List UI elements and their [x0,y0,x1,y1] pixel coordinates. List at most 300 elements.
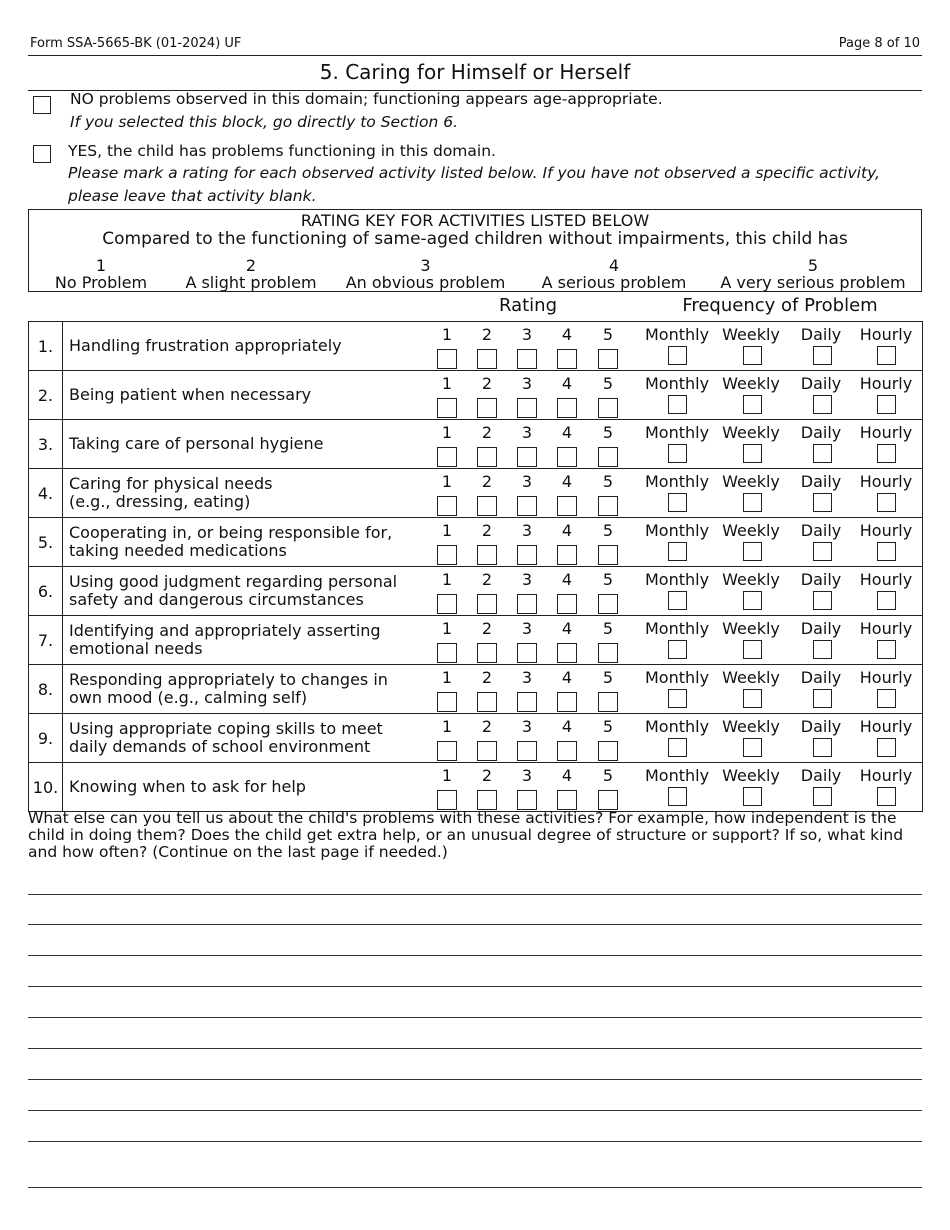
rating-number: 5 [602,423,614,442]
rating-3-checkbox[interactable] [517,643,537,663]
hourly-checkbox[interactable] [877,591,896,610]
frequency-option-daily [795,518,847,566]
rating-level-label: An obvious problem [345,273,506,292]
weekly-checkbox[interactable] [743,591,762,610]
rating-1-checkbox[interactable] [437,643,457,663]
hourly-checkbox[interactable] [877,787,896,806]
rating-level-3 [338,257,513,291]
rating-1-checkbox[interactable] [437,447,457,467]
rating-number: 1 [441,717,453,736]
frequency-option-weekly [716,371,786,419]
activity-line2: own mood (e.g., calming self) [69,688,308,707]
daily-checkbox[interactable] [813,395,832,414]
rating-4-checkbox[interactable] [557,692,577,712]
rating-number: 3 [521,521,533,540]
rating-3-checkbox[interactable] [517,447,537,467]
yes-instruction-line2: please leave that activity blank. [68,187,317,205]
frequency-option-hourly [855,371,917,419]
activity-number: 1. [29,322,63,371]
yes-problems-text: YES, the child has problems functioning in this domain. [68,142,496,160]
frequency-label: Monthly [644,472,710,491]
activity-number: 8. [29,665,63,714]
rating-1-checkbox[interactable] [437,741,457,761]
activity-line2: daily demands of school environment [69,737,371,756]
hourly-checkbox[interactable] [877,444,896,463]
daily-checkbox[interactable] [813,542,832,561]
rating-option-3 [508,665,546,713]
frequency-option-hourly [855,567,917,615]
rating-option-3 [508,371,546,419]
frequency-label: Hourly [859,619,913,638]
rating-4-checkbox[interactable] [557,398,577,418]
rating-level-5 [713,257,913,291]
frequency-option-monthly [640,420,714,468]
monthly-checkbox[interactable] [668,346,687,365]
rating-option-4 [548,518,586,566]
rating-5-checkbox[interactable] [598,790,618,810]
comment-line[interactable] [28,1048,922,1049]
rating-option-3 [508,714,546,762]
daily-checkbox[interactable] [813,640,832,659]
rating-3-checkbox[interactable] [517,496,537,516]
frequency-option-daily [795,714,847,762]
monthly-checkbox[interactable] [668,640,687,659]
frequency-option-weekly [716,322,786,370]
rating-option-2 [468,518,506,566]
rating-number: 4 [561,423,573,442]
rating-number: 3 [521,325,533,344]
hourly-checkbox[interactable] [877,493,896,512]
weekly-checkbox[interactable] [743,444,762,463]
rating-level-2 [175,257,327,291]
activity-line2: taking needed medications [69,541,287,560]
rating-3-checkbox[interactable] [517,692,537,712]
daily-checkbox[interactable] [813,493,832,512]
frequency-label: Monthly [644,325,710,344]
frequency-label: Monthly [644,766,710,785]
comment-line[interactable] [28,1017,922,1018]
rating-option-1 [428,518,466,566]
frequency-label: Weekly [722,668,780,687]
rating-2-checkbox[interactable] [477,594,497,614]
rating-option-1 [428,714,466,762]
rating-option-1 [428,567,466,615]
monthly-checkbox[interactable] [668,542,687,561]
rating-option-4 [548,469,586,517]
rating-option-5 [589,567,627,615]
rating-option-5 [589,714,627,762]
daily-checkbox[interactable] [813,738,832,757]
frequency-label: Hourly [859,766,913,785]
activity-line1: Cooperating in, or being responsible for, [69,523,393,542]
rating-option-1 [428,469,466,517]
comment-line[interactable] [28,1187,922,1188]
frequency-label: Daily [800,423,842,442]
rating-4-checkbox[interactable] [557,643,577,663]
daily-checkbox[interactable] [813,689,832,708]
rating-number: 2 [481,423,493,442]
rating-3-checkbox[interactable] [517,594,537,614]
frequency-option-weekly [716,567,786,615]
hourly-checkbox[interactable] [877,689,896,708]
rating-option-1 [428,322,466,370]
weekly-checkbox[interactable] [743,493,762,512]
comment-line[interactable] [28,894,922,895]
rating-number: 3 [521,717,533,736]
rating-number: 2 [481,325,493,344]
rating-number: 4 [561,619,573,638]
frequency-option-monthly [640,469,714,517]
rating-number: 2 [481,668,493,687]
rating-number: 3 [521,766,533,785]
frequency-option-daily [795,469,847,517]
rating-option-3 [508,616,546,664]
rating-5-checkbox[interactable] [598,398,618,418]
monthly-checkbox[interactable] [668,493,687,512]
rating-option-5 [589,518,627,566]
rating-number: 3 [521,570,533,589]
activity-line1: Using good judgment regarding personal [69,572,398,591]
section-title: 5. Caring for Himself or Herself [319,60,631,84]
comment-line[interactable] [28,1079,922,1080]
frequency-column-header: Frequency of Problem [682,295,878,316]
rating-number: 1 [441,521,453,540]
comment-line[interactable] [28,986,922,987]
rating-option-3 [508,763,546,811]
rating-5-checkbox[interactable] [598,496,618,516]
rating-level-1 [41,257,161,291]
hourly-checkbox[interactable] [877,640,896,659]
rating-2-checkbox[interactable] [477,741,497,761]
form-id: Form SSA-5665-BK (01-2024) UF [30,36,242,51]
rating-number: 5 [602,619,614,638]
no-problems-text: NO problems observed in this domain; functioning appears age-appropriate. [70,90,663,108]
frequency-label: Weekly [722,570,780,589]
frequency-label: Monthly [644,374,710,393]
frequency-label: Weekly [722,717,780,736]
rating-option-3 [508,469,546,517]
rating-4-checkbox[interactable] [557,594,577,614]
rating-level-num: 2 [245,256,257,275]
weekly-checkbox[interactable] [743,640,762,659]
rating-option-4 [548,763,586,811]
monthly-checkbox[interactable] [668,444,687,463]
frequency-label: Hourly [859,717,913,736]
frequency-label: Weekly [722,472,780,491]
rating-option-2 [468,763,506,811]
frequency-option-weekly [716,518,786,566]
rating-number: 4 [561,521,573,540]
frequency-option-hourly [855,518,917,566]
frequency-label: Monthly [644,668,710,687]
rating-option-3 [508,567,546,615]
frequency-option-daily [795,420,847,468]
hourly-checkbox[interactable] [877,346,896,365]
rating-number: 1 [441,472,453,491]
frequency-label: Daily [800,668,842,687]
weekly-checkbox[interactable] [743,395,762,414]
rating-option-4 [548,616,586,664]
weekly-checkbox[interactable] [743,787,762,806]
frequency-option-monthly [640,322,714,370]
activity-number: 2. [29,371,63,420]
rating-number: 3 [521,668,533,687]
rating-option-5 [589,616,627,664]
frequency-label: Hourly [859,668,913,687]
rating-number: 4 [561,472,573,491]
daily-checkbox[interactable] [813,591,832,610]
rating-5-checkbox[interactable] [598,692,618,712]
rating-key-subtitle: Compared to the functioning of same-aged children without impairments, this child has [102,229,848,249]
activity-line1: Caring for physical needs [69,474,273,493]
rating-number: 5 [602,521,614,540]
rating-1-checkbox[interactable] [437,545,457,565]
rating-number: 2 [481,472,493,491]
rating-option-3 [508,518,546,566]
activity-line2: emotional needs [69,639,203,658]
frequency-option-hourly [855,322,917,370]
rating-number: 3 [521,619,533,638]
frequency-option-monthly [640,616,714,664]
frequency-label: Daily [800,374,842,393]
hourly-checkbox[interactable] [877,542,896,561]
frequency-option-hourly [855,420,917,468]
activity-number: 7. [29,616,63,665]
rating-option-2 [468,567,506,615]
frequency-label: Daily [800,472,842,491]
rating-number: 2 [481,521,493,540]
rating-number: 4 [561,374,573,393]
frequency-label: Hourly [859,570,913,589]
rating-1-checkbox[interactable] [437,349,457,369]
no-problems-checkbox[interactable] [33,96,51,114]
rating-3-checkbox[interactable] [517,790,537,810]
rating-option-5 [589,371,627,419]
weekly-checkbox[interactable] [743,542,762,561]
frequency-option-monthly [640,763,714,811]
rating-number: 1 [441,619,453,638]
frequency-option-weekly [716,665,786,713]
rating-number: 5 [602,570,614,589]
monthly-checkbox[interactable] [668,689,687,708]
rating-number: 2 [481,619,493,638]
activity-line2: (e.g., dressing, eating) [69,492,251,511]
rating-option-5 [589,763,627,811]
rating-level-label: A slight problem [185,273,317,292]
rating-number: 1 [441,570,453,589]
frequency-label: Hourly [859,472,913,491]
frequency-label: Daily [800,570,842,589]
rating-option-1 [428,371,466,419]
weekly-checkbox[interactable] [743,689,762,708]
rating-option-5 [589,420,627,468]
weekly-checkbox[interactable] [743,738,762,757]
rating-1-checkbox[interactable] [437,496,457,516]
rating-number: 1 [441,423,453,442]
frequency-option-daily [795,763,847,811]
rating-4-checkbox[interactable] [557,447,577,467]
rating-2-checkbox[interactable] [477,447,497,467]
hourly-checkbox[interactable] [877,395,896,414]
frequency-option-weekly [716,616,786,664]
rating-1-checkbox[interactable] [437,594,457,614]
activity-number: 9. [29,714,63,763]
rating-1-checkbox[interactable] [437,790,457,810]
frequency-option-monthly [640,518,714,566]
frequency-label: Monthly [644,521,710,540]
comment-line[interactable] [28,1141,922,1142]
daily-checkbox[interactable] [813,787,832,806]
activity-line1: Being patient when necessary [69,385,312,404]
rating-option-4 [548,714,586,762]
rating-number: 3 [521,472,533,491]
header-divider [28,55,922,56]
rating-level-label: A very serious problem [720,273,906,292]
comment-line[interactable] [28,955,922,956]
activity-line1: Responding appropriately to changes in [69,670,388,689]
frequency-option-daily [795,322,847,370]
frequency-label: Monthly [644,570,710,589]
page-number: Page 8 of 10 [838,36,920,51]
rating-2-checkbox[interactable] [477,496,497,516]
activity-number: 5. [29,518,63,567]
rating-5-checkbox[interactable] [598,594,618,614]
rating-3-checkbox[interactable] [517,349,537,369]
rating-number: 1 [441,374,453,393]
frequency-label: Hourly [859,325,913,344]
rating-5-checkbox[interactable] [598,741,618,761]
rating-4-checkbox[interactable] [557,741,577,761]
activity-line1: Handling frustration appropriately [69,336,342,355]
frequency-label: Weekly [722,325,780,344]
monthly-checkbox[interactable] [668,591,687,610]
rating-option-2 [468,322,506,370]
rating-number: 5 [602,668,614,687]
frequency-label: Weekly [722,374,780,393]
daily-checkbox[interactable] [813,444,832,463]
rating-level-num: 4 [608,256,620,275]
frequency-option-monthly [640,714,714,762]
frequency-option-hourly [855,616,917,664]
activity-number: 4. [29,469,63,518]
frequency-label: Daily [800,766,842,785]
frequency-label: Weekly [722,766,780,785]
rating-3-checkbox[interactable] [517,741,537,761]
activity-number: 6. [29,567,63,616]
frequency-label: Hourly [859,374,913,393]
rating-5-checkbox[interactable] [598,545,618,565]
rating-number: 2 [481,717,493,736]
daily-checkbox[interactable] [813,346,832,365]
frequency-label: Monthly [644,717,710,736]
rating-2-checkbox[interactable] [477,692,497,712]
rating-number: 2 [481,374,493,393]
rating-level-label: No Problem [54,273,148,292]
rating-3-checkbox[interactable] [517,398,537,418]
hourly-checkbox[interactable] [877,738,896,757]
rating-option-4 [548,322,586,370]
comment-line[interactable] [28,1110,922,1111]
frequency-option-weekly [716,714,786,762]
rating-number: 4 [561,668,573,687]
activity-line2: safety and dangerous circumstances [69,590,364,609]
rating-number: 1 [441,325,453,344]
rating-option-2 [468,420,506,468]
rating-overlay [0,321,950,811]
no-problems-instruction: If you selected this block, go directly to Section 6. [70,113,459,131]
rating-number: 3 [521,374,533,393]
frequency-option-hourly [855,763,917,811]
rating-number: 4 [561,717,573,736]
activity-line1: Using appropriate coping skills to meet [69,719,383,738]
monthly-checkbox[interactable] [668,738,687,757]
rating-2-checkbox[interactable] [477,545,497,565]
rating-1-checkbox[interactable] [437,692,457,712]
frequency-label: Monthly [644,619,710,638]
rating-3-checkbox[interactable] [517,545,537,565]
rating-2-checkbox[interactable] [477,643,497,663]
rating-option-1 [428,665,466,713]
rating-number: 1 [441,766,453,785]
rating-2-checkbox[interactable] [477,349,497,369]
frequency-label: Weekly [722,521,780,540]
rating-option-1 [428,420,466,468]
frequency-label: Daily [800,521,842,540]
comment-line[interactable] [28,924,922,925]
rating-4-checkbox[interactable] [557,496,577,516]
frequency-option-weekly [716,763,786,811]
rating-1-checkbox[interactable] [437,398,457,418]
rating-5-checkbox[interactable] [598,643,618,663]
frequency-option-daily [795,665,847,713]
rating-level-label: A serious problem [541,273,687,292]
rating-option-2 [468,371,506,419]
yes-problems-checkbox[interactable] [33,145,51,163]
rating-5-checkbox[interactable] [598,349,618,369]
monthly-checkbox[interactable] [668,787,687,806]
comments-prompt: What else can you tell us about the child's problems with these activities? For example, how independent is the child in doing them? Does the child get extra help, or an unusual degree of structure or support? If so, what kind and how often? (Continue on the last page if needed.) [28,809,904,861]
monthly-checkbox[interactable] [668,395,687,414]
frequency-label: Daily [800,325,842,344]
rating-option-5 [589,665,627,713]
rating-2-checkbox[interactable] [477,790,497,810]
rating-number: 5 [602,766,614,785]
rating-number: 5 [602,374,614,393]
rating-number: 4 [561,325,573,344]
rating-number: 5 [602,472,614,491]
rating-2-checkbox[interactable] [477,398,497,418]
weekly-checkbox[interactable] [743,346,762,365]
rating-number: 2 [481,766,493,785]
frequency-label: Hourly [859,423,913,442]
activity-number: 10. [29,763,63,812]
frequency-label: Monthly [644,423,710,442]
activity-line1: Knowing when to ask for help [69,777,306,796]
rating-option-4 [548,371,586,419]
rating-number: 3 [521,423,533,442]
rating-4-checkbox[interactable] [557,349,577,369]
rating-option-5 [589,469,627,517]
rating-5-checkbox[interactable] [598,447,618,467]
frequency-label: Hourly [859,521,913,540]
rating-option-2 [468,469,506,517]
rating-4-checkbox[interactable] [557,790,577,810]
rating-number: 1 [441,668,453,687]
rating-column-header: Rating [498,295,558,316]
rating-level-num: 5 [807,256,819,275]
frequency-option-weekly [716,420,786,468]
rating-4-checkbox[interactable] [557,545,577,565]
